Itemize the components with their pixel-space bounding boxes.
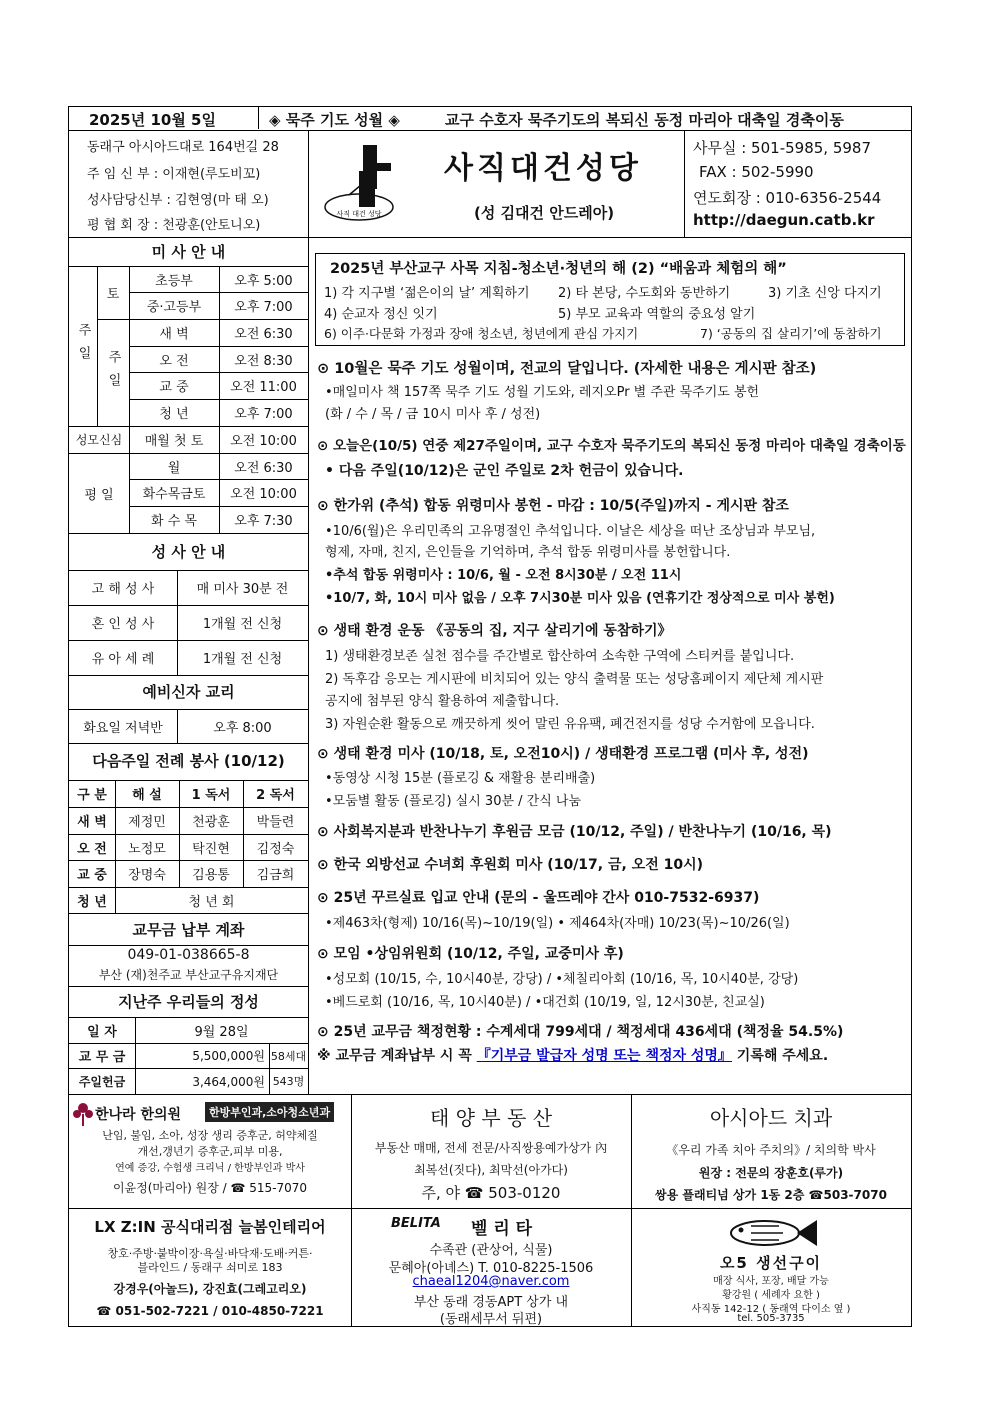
service-cell: 탁진현 xyxy=(192,841,230,857)
ad-taeyang-realty: 태 양 부 동 산 부동산 매매, 전세 전문/사직쌍용예가상가 內 최복선(짓다), 최막선(아가다) 주, 야 ☎ 503-0120 xyxy=(374,1106,608,1202)
notice-heading: ⊙ 생태 환경 운동 《공동의 집, 지구 살리기에 동참하기》 xyxy=(317,623,672,639)
parish-patron: (성 김대건 안드레아) xyxy=(474,204,615,222)
notice-line: • 다음 주일(10/12)은 군인 주일로 2차 헌금이 있습니다. xyxy=(325,463,684,479)
website-link[interactable]: http://daegun.catb.kr xyxy=(693,211,875,229)
marian-time: 오전 10:00 xyxy=(230,434,297,449)
notice-line: 1) 생태환경보존 실천 점수를 주간별로 합산하여 소속한 구역에 스티커를 붙입니다. xyxy=(325,649,795,664)
mass-row-name: 새 벽 xyxy=(159,327,189,342)
notice-line: •매일미사 책 157쪽 묵주 기도 성월 기도와, 레지오Pr 별 주관 묵주기도 봉헌 xyxy=(325,385,760,400)
notice-line: •10/7, 화, 10시 미사 없음 / 오후 7시30분 미사 있음 (연휴기간 정상적으로 미사 봉헌) xyxy=(325,591,835,606)
ad-belita-aquarium: BELITA 벨 리 타 수족관 (관상어, 식물) 문혜아(아녜스) T. 010-8225-1506 chaeal1204@naver.com 부산 동래 경동APT 상가 내 (동래세무서 뒤편) xyxy=(351,1208,631,1326)
service-cell: 노정모 xyxy=(128,841,166,857)
sacrament-name: 혼 인 성 사 xyxy=(91,617,155,632)
guideline-item: 7) ‘공동의 집 살리기’에 동참하기 xyxy=(700,326,882,341)
weekday-time: 오전 6:30 xyxy=(234,460,293,476)
marian-label: 성모신심 xyxy=(75,433,123,447)
notice-line: •모둠별 활동 (플로깅) 실시 30분 / 간식 나눔 xyxy=(325,794,582,809)
guideline-item: 6) 이주·다문화 가정과 장애 청소년, 청년에게 관심 가지기 xyxy=(324,326,639,341)
sunday-label: 주일 xyxy=(75,323,91,369)
account-holder: 부산 (재)천주교 부산교구유지재단 xyxy=(98,968,279,982)
sacrament-name: 고 해 성 사 xyxy=(91,582,155,597)
mass-row-name: 오 전 xyxy=(159,353,189,369)
notice-line: •베드로회 (10/16, 목, 10시40분) / •대건회 (10/19, 일, 12시30분, 친교실) xyxy=(325,995,765,1010)
marian-day: 매월 첫 토 xyxy=(144,434,204,449)
notice-heading: ⊙ 25년 꾸르실료 입교 안내 (문의 - 울뜨레야 간사 010-7532-6937) xyxy=(317,890,760,906)
pastor: 주 임 신 부 : 이재현(루도비꼬) xyxy=(87,167,261,182)
council-president: 평 협 회 장 : 천광훈(안토니오) xyxy=(87,218,261,233)
weekday-day: 화 수 목 xyxy=(151,514,197,529)
offering-count: 58세대 xyxy=(270,1049,307,1063)
fax-number: FAX : 502-5990 xyxy=(699,163,814,181)
notice-line: (화 / 수 / 목 / 금 10시 미사 후 / 성전) xyxy=(325,407,541,422)
guideline-item: 2) 타 본당, 수도회와 동반하기 xyxy=(558,286,731,301)
notice-line: 공지에 첨부된 양식 활용하여 제출합니다. xyxy=(325,694,560,709)
office-phone: 사무실 : 501-5985, 5987 xyxy=(693,139,871,157)
notice-line: •성모회 (10/15, 수, 10시40분, 강당) / •체칠리아회 (10/16, 목, 10시40분, 강당) xyxy=(325,972,799,987)
bulletin-date: 2025년 10월 5일 xyxy=(89,111,216,129)
mass-row-time: 오전 11:00 xyxy=(230,380,297,395)
guideline-item: 3) 기초 신앙 다지기 xyxy=(768,286,882,301)
sunday-mass-label: 주일 xyxy=(105,349,121,396)
sacrament-value: 1개월 전 신청 xyxy=(202,617,283,632)
notice-heading: ⊙ 사회복지분과 반찬나누기 후원금 모금 (10/12, 주일) / 반찬나누기 (10/16, 목) xyxy=(317,824,832,840)
service-cell: 김정숙 xyxy=(256,841,295,857)
notice-line: 3) 자원순환 활동으로 깨끗하게 씻어 말린 유유팩, 폐건전지를 성당 수거함에 모읍니다. xyxy=(325,717,815,732)
weekday-day: 화수목금토 xyxy=(142,487,206,502)
sacrament-title: 성 사 안 내 xyxy=(151,543,226,561)
notice-heading: ⊙ 오늘은(10/5) 연중 제27주일이며, 교구 수호자 묵주기도의 복되신 동정 마리아 대축일 경축이동 xyxy=(317,438,906,454)
mass-title: 미 사 안 내 xyxy=(151,243,226,261)
service-header: 해 설 xyxy=(132,788,162,803)
service-cell: 천광훈 xyxy=(192,815,230,830)
notice-line: •추석 합동 위령미사 : 10/6, 월 - 오전 8시30분 / 오전 11시 xyxy=(325,568,682,583)
ad-neulbom-interior: LX Z:IN 공식대리점 늘봄인테리어 창호·주방·붙박이장·욕실·바닥재·도배·커튼· 블라인드 / 동래구 쇠미로 183 강경우(아놀드), 강진효(그레고리오) ☎ 051-502-7221 / 010-4850-7221 xyxy=(94,1218,326,1318)
ad-fish-restaurant: 오5 생선구이 매장 식사, 포장, 배달 가능 황강원 ( 세례자 요한 ) 사직동 142-12 ( 동래역 다이소 옆 ) tel. 505-3735 xyxy=(631,1208,911,1326)
service-row-label: 교 중 xyxy=(77,868,107,883)
mass-row-time: 오전 8:30 xyxy=(234,353,293,369)
guideline-box xyxy=(315,253,905,346)
notice-heading: ⊙ 생태 환경 미사 (10/18, 토, 오전10시) / 생태환경 프로그램 (미사 후, 성전) xyxy=(317,746,809,762)
email-link[interactable]: chaeal1204@naver.com xyxy=(412,1274,570,1289)
month-theme: ◈ 묵주 기도 성월 ◈ xyxy=(269,111,400,129)
service-cell: 장명숙 xyxy=(128,868,166,883)
feast-title: 교구 수호자 묵주기도의 복되신 동정 마리아 대축일 경축이동 xyxy=(445,111,844,129)
sacrament-value: 1개월 전 신청 xyxy=(202,652,283,667)
notice-heading: ⊙ 한가위 (추석) 합동 위령미사 봉헌 - 마감 : 10/5(주일)까지 - 게시판 참조 xyxy=(317,498,789,514)
parish-name: 사직대건성당 xyxy=(444,151,642,186)
weekday-time: 오전 10:00 xyxy=(230,487,297,502)
service-row-label: 새 벽 xyxy=(77,815,107,830)
ad-asiad-dental: 아시아드 치과 《우리 가족 치아 주치의》/ 치의학 박사 원장 : 전문의 장훈호(루가) 쌍용 플래티넘 상가 1동 2층 ☎503-7070 xyxy=(655,1106,887,1202)
youth-priest: 성사담당신부 : 김현영(마 태 오) xyxy=(87,193,269,208)
service-cell: 박들련 xyxy=(256,815,295,830)
mass-row-name: 초등부 xyxy=(155,273,193,289)
offering-date-label: 일 자 xyxy=(87,1024,117,1040)
offering-label: 주일헌금 xyxy=(78,1074,126,1089)
notice-line: 2) 독후감 응모는 게시판에 비치되어 있는 양식 출력물 또는 성당홈페이지 제단체 게시판 xyxy=(325,672,824,687)
parish-logo xyxy=(319,143,419,227)
notice-line: •제463차(형제) 10/16(목)~10/19(일) • 제464차(자매) 10/23(목)~10/26(일) xyxy=(325,916,790,931)
offering-date: 9월 28일 xyxy=(194,1024,249,1040)
service-cell: 제정민 xyxy=(128,815,166,830)
service-youth-label: 청 년 xyxy=(77,894,107,910)
catechumen-time: 오후 8:00 xyxy=(213,720,272,736)
catechumen-title: 예비신자 교리 xyxy=(142,683,235,701)
service-youth-value: 청 년 회 xyxy=(188,894,235,910)
offering-label: 교 무 금 xyxy=(78,1050,126,1065)
weekday-day: 월 xyxy=(167,460,181,476)
offering-count: 543명 xyxy=(272,1075,305,1088)
ad-hanara-clinic: 한나라 한의원 한방부인과,소아청소년과 난임, 불임, 소아, 성장 생리 증후군, 허약체질 개선,갱년기 증후군,피부 미용, 연예 증강, 수험생 크리닉 / 한방부인과 박사 이윤정(마리아) 원장 / ☎ 515-7070 xyxy=(69,1094,351,1208)
notice-line: 형제, 자매, 친지, 은인들을 기억하며, 추석 합동 위령미사를 봉헌합니다. xyxy=(325,545,731,560)
service-header: 1 독서 xyxy=(191,788,231,803)
catechumen-day: 화요일 저녁반 xyxy=(83,720,163,736)
notice-line: •10/6(월)은 우리민족의 고유명절인 추석입니다. 이날은 세상을 떠난 조상님과 부모님, xyxy=(325,524,816,539)
sacrament-name: 유 아 세 례 xyxy=(91,652,155,667)
guideline-title: 2025년 부산교구 사목 지침-청소년·청년의 해 (2) “배움과 체험의 해” xyxy=(330,261,787,277)
service-row-label: 오 전 xyxy=(77,841,107,857)
service-header: 2 독서 xyxy=(256,788,295,803)
service-title: 다음주일 전례 봉사 (10/12) xyxy=(92,752,285,770)
weekday-label: 평 일 xyxy=(84,487,114,503)
mass-row-time: 오후 7:00 xyxy=(234,300,293,315)
parish-address: 동래구 아시아드대로 164번길 28 xyxy=(87,140,279,155)
guideline-item: 4) 순교자 정신 잇기 xyxy=(324,307,438,322)
account-title: 교무금 납부 계좌 xyxy=(132,921,245,939)
account-number: 049-01-038665-8 xyxy=(127,947,250,963)
fish-icon xyxy=(721,1216,821,1250)
service-cell: 김금희 xyxy=(256,868,295,883)
offering-amount: 5,500,000원 xyxy=(192,1049,265,1063)
guideline-item: 1) 각 지구별 ‘젊은이의 날’ 계획하기 xyxy=(324,286,530,301)
mass-row-name: 교 중 xyxy=(159,380,189,395)
offering-title: 지난주 우리들의 정성 xyxy=(118,993,259,1011)
mass-row-time: 오후 7:00 xyxy=(234,407,293,422)
service-header: 구 분 xyxy=(77,788,107,803)
flower-icon xyxy=(73,1102,93,1126)
notice-heading: ⊙ 모임 •상임위원회 (10/12, 주일, 교중미사 후) xyxy=(317,946,624,962)
saturday-label: 토 xyxy=(106,287,120,302)
weekday-time: 오후 7:30 xyxy=(234,514,293,529)
offering-amount: 3,464,000원 xyxy=(192,1074,265,1089)
svg-text:사직 대건 성당: 사직 대건 성당 xyxy=(336,210,382,218)
tithe-status: ⊙ 25년 교무금 책정현황 : 수계세대 799세대 / 책정세대 436세대 (책정율 54.5%) xyxy=(317,1024,844,1040)
mass-row-name: 중·고등부 xyxy=(146,300,202,315)
notice-line: •동영상 시청 15분 (플로깅 & 재활용 분리배출) xyxy=(325,771,596,786)
youth-head-phone: 연도회장 : 010-6356-2544 xyxy=(693,189,882,207)
tithe-note: ※ 교무금 계좌납부 시 꼭 『기부금 발급자 성명 또는 책정자 성명』 기록해 주세요. xyxy=(317,1048,829,1064)
notice-heading: ⊙ 10월은 묵주 기도 성월이며, 전교의 달입니다. (자세한 내용은 게시판 참조) xyxy=(317,361,817,377)
mass-row-time: 오전 6:30 xyxy=(234,327,293,342)
mass-row-time: 오후 5:00 xyxy=(234,273,293,289)
notice-heading: ⊙ 한국 외방선교 수녀회 후원회 미사 (10/17, 금, 오전 10시) xyxy=(317,857,704,873)
mass-row-name: 청 년 xyxy=(159,407,189,422)
sacrament-value: 매 미사 30분 전 xyxy=(196,582,289,597)
service-cell: 김용통 xyxy=(192,868,230,883)
guideline-item: 5) 부모 교육과 역할의 중요성 알기 xyxy=(558,307,756,322)
bulletin-frame xyxy=(68,106,912,1327)
